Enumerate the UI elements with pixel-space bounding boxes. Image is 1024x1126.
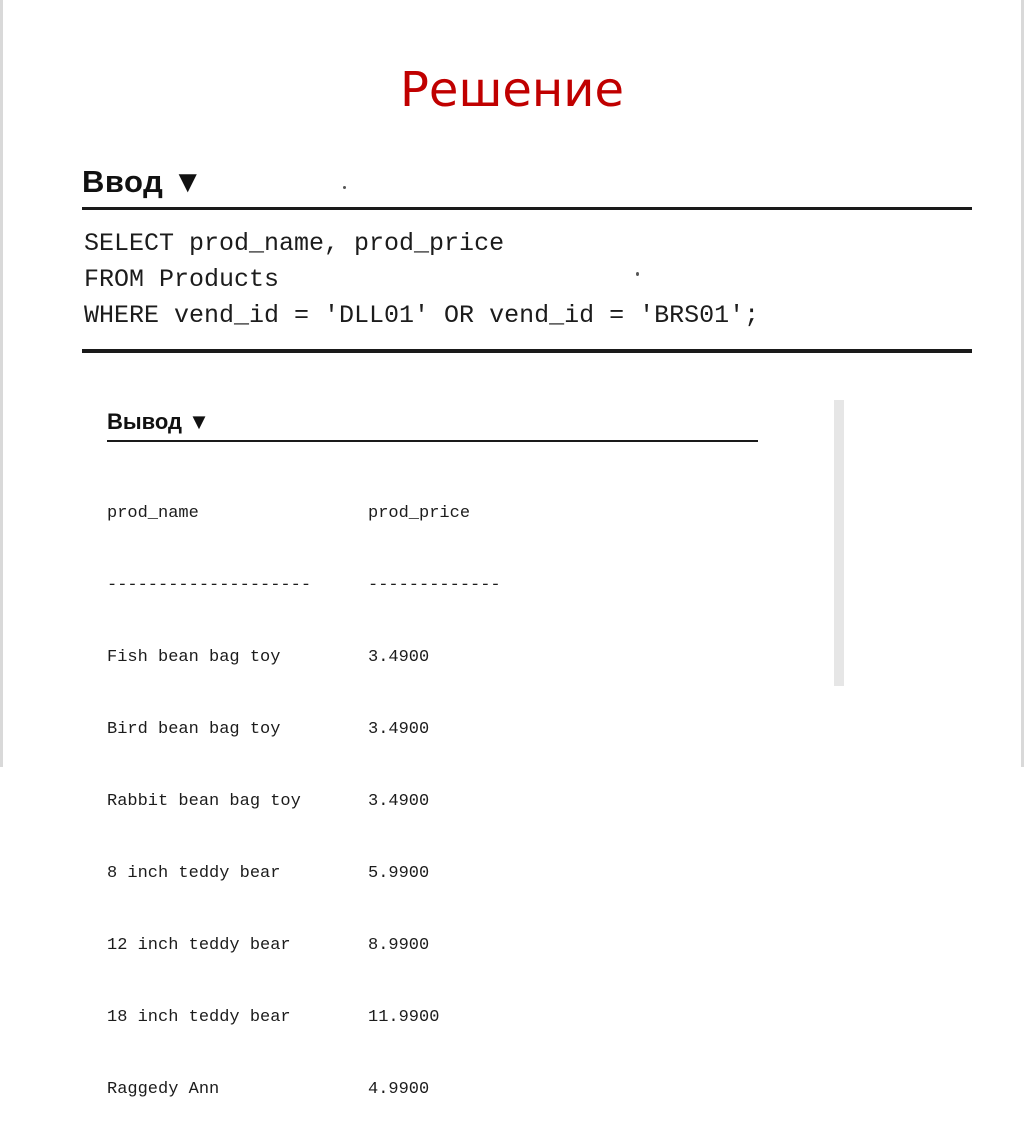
output-heading: Вывод ▼ — [107, 409, 210, 434]
table-cell-price: 3.4900 — [368, 648, 430, 667]
scan-speck — [636, 272, 639, 276]
input-top-rule — [82, 207, 972, 210]
output-rule — [107, 440, 758, 442]
sql-code-line: FROM Products — [84, 265, 280, 294]
table-cell-price: 5.9900 — [368, 864, 430, 883]
slide-title: Решение — [399, 62, 625, 118]
table-cell-name: 18 inch teddy bear — [107, 1008, 291, 1027]
sql-code-line: SELECT prod_name, prod_price — [84, 229, 505, 258]
table-cell-price: 11.9900 — [368, 1008, 440, 1027]
output-column-prod-name — [107, 454, 311, 1126]
table-cell-name: Fish bean bag toy — [107, 648, 281, 667]
output-column-prod-price — [368, 454, 501, 1126]
sql-code-block — [84, 226, 759, 334]
table-cell-price: 3.4900 — [368, 720, 430, 739]
table-cell-price: 4.9900 — [368, 1080, 430, 1099]
column-header: prod_price — [368, 504, 471, 523]
column-header: prod_name — [107, 504, 199, 523]
input-bottom-rule — [82, 349, 972, 353]
scan-edge-bar — [834, 400, 844, 686]
scan-speck — [343, 186, 346, 189]
table-cell-price: 8.9900 — [368, 936, 430, 955]
sql-code-line: WHERE vend_id = 'DLL01' OR vend_id = 'BRS01'; — [84, 301, 760, 330]
table-cell-name: Raggedy Ann — [107, 1080, 220, 1099]
column-separator: ------------- — [368, 576, 501, 595]
table-cell-name: 12 inch teddy bear — [107, 936, 291, 955]
table-cell-name: Bird bean bag toy — [107, 720, 281, 739]
column-separator: -------------------- — [107, 576, 312, 595]
table-cell-name: Rabbit bean bag toy — [107, 792, 301, 811]
table-cell-name: 8 inch teddy bear — [107, 864, 281, 883]
table-cell-price: 3.4900 — [368, 792, 430, 811]
input-heading: Ввод ▼ — [82, 164, 204, 199]
